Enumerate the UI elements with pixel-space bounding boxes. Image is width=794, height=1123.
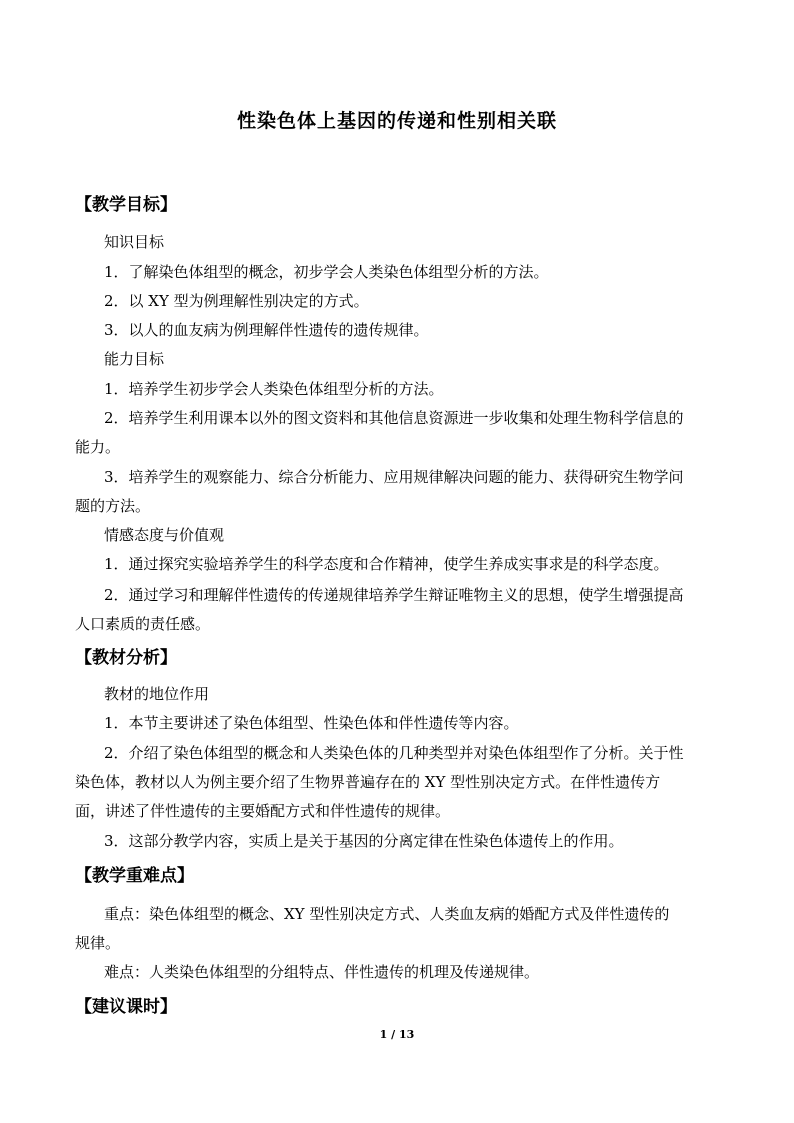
material-item-3: 3．这部分教学内容，实质上是关于基因的分离定律在性染色体遗传上的作用。 [104,832,624,850]
ability-goal-3-line2: 题的方法。 [75,497,151,515]
document-title: 性染色体上基因的传递和性别相关联 [236,110,557,132]
ability-goal-3-line1: 3．培养学生的观察能力、综合分析能力、应用规律解决问题的能力、获得研究生物学问 [104,468,684,486]
subheading-material-role: 教材的地位作用 [104,685,210,703]
key-point-line2: 规律。 [75,934,121,952]
subheading-emotion-values: 情感态度与价值观 [104,526,225,544]
key-point-line1: 重点：染色体组型的概念、XY 型性别决定方式、人类血友病的婚配方式及伴性遗传的 [104,905,670,923]
material-item-1: 1．本节主要讲述了染色体组型、性染色体和伴性遗传等内容。 [104,714,519,732]
material-item-2-line1: 2．介绍了染色体组型的概念和人类染色体的几种类型并对染色体组型作了分析。关于性 [104,744,684,762]
section-heading-material-analysis: 【教材分析】 [75,648,177,668]
ability-goal-2-line2: 能力。 [75,438,121,456]
ability-goal-2-line1: 2．培养学生利用课本以外的图文资料和其他信息资源进一步收集和处理生物科学信息的 [104,409,684,427]
emotion-goal-2-line2: 人口素质的责任感。 [75,615,211,633]
page-number: 1 / 13 [379,1028,415,1041]
difficult-point: 难点：人类染色体组型的分组特点、伴性遗传的机理及传递规律。 [104,963,540,981]
material-item-2-line2: 染色体，教材以人为例主要介绍了生物界普遍存在的 XY 型性别决定方式。在伴性遗传方 [75,773,661,791]
section-heading-teaching-goals: 【教学目标】 [75,195,177,215]
section-heading-key-points: 【教学重难点】 [75,866,194,886]
knowledge-goal-1: 1．了解染色体组型的概念，初步学会人类染色体组型分析的方法。 [104,263,549,281]
material-item-2-line3: 面，讲述了伴性遗传的主要婚配方式和伴性遗传的规律。 [75,802,451,820]
emotion-goal-2-line1: 2．通过学习和理解伴性遗传的传递规律培养学生辩证唯物主义的思想，使学生增强提高 [104,586,684,604]
knowledge-goal-2: 2．以 XY 型为例理解性别决定的方式。 [104,292,369,310]
knowledge-goal-3: 3．以人的血友病为例理解伴性遗传的遗传规律。 [104,321,429,339]
ability-goal-1: 1．培养学生初步学会人类染色体组型分析的方法。 [104,380,444,398]
subheading-knowledge-goals: 知识目标 [104,233,165,251]
subheading-ability-goals: 能力目标 [104,350,165,368]
section-heading-suggested-hours: 【建议课时】 [75,997,177,1017]
emotion-goal-1: 1．通过探究实验培养学生的科学态度和合作精神，使学生养成实事求是的科学态度。 [104,555,669,573]
